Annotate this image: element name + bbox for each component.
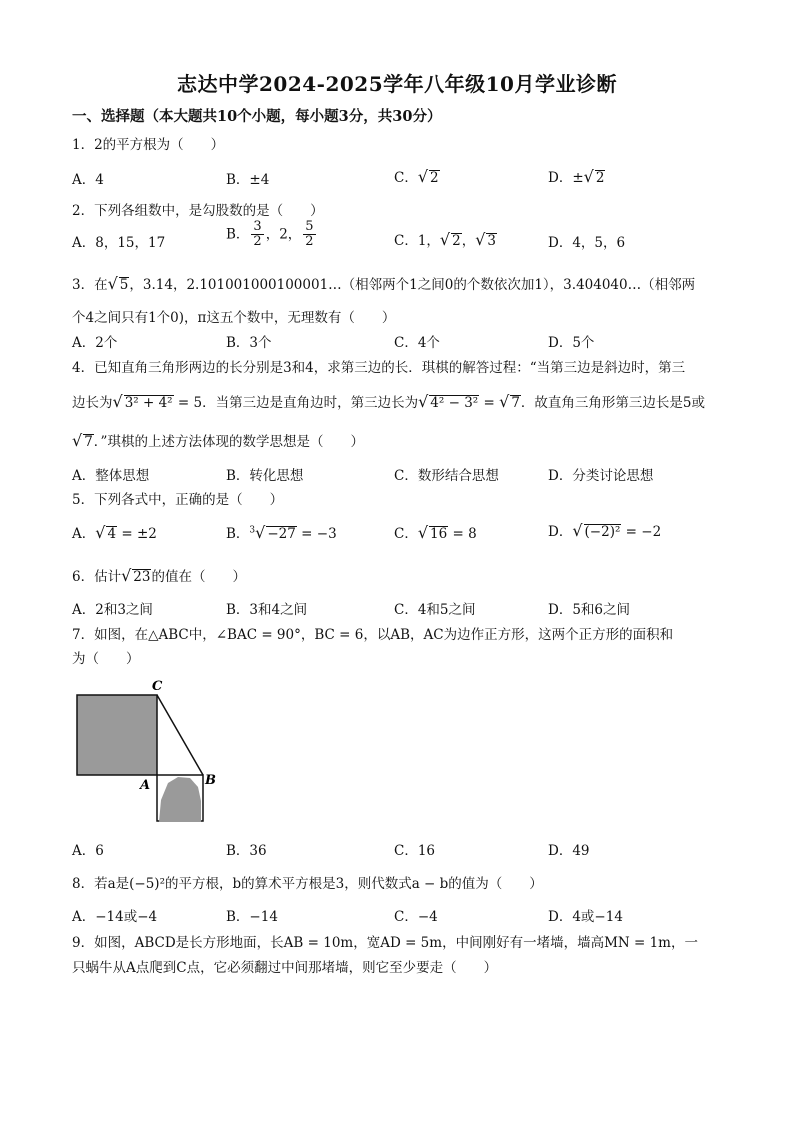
q1-option-c: C．√ 2	[394, 167, 439, 186]
question-4-line-2: 边长为√ 3² + 4² = 5．当第三边是直角边时，第三边长为√ 4² − 3² = √ 7．故直角三角形第三边长是5或	[72, 392, 705, 411]
q4-option-d: D．分类讨论思想	[548, 468, 654, 484]
q5-option-c: C．√ 16 = 8	[394, 523, 477, 542]
label-a: A	[140, 778, 151, 793]
q7-option-a: A．6	[72, 843, 104, 859]
question-5-stem: 5．下列各式中，正确的是（ ）	[72, 492, 284, 508]
q5-option-a: A．√ 4 = ±2	[72, 523, 157, 542]
q5-option-d: D．√ (−2)² = −2	[548, 521, 662, 540]
q3-option-a: A．2个	[72, 335, 118, 351]
q2-option-d: D．4，5，6	[548, 235, 626, 251]
q5-option-b: B．$^3$√ −27 = −3	[226, 523, 337, 542]
question-9-line-2: 只蜗牛从A点爬到C点，它必须翻过中间那堵墙，则它至少要走（ ）	[72, 960, 498, 976]
hypotenuse-bc	[157, 695, 203, 775]
question-7-line-1: 7．如图，在△ABC中，∠BAC = 90°，BC = 6，以AB，AC为边作正方形，这两个正方形的面积和	[72, 627, 674, 643]
q1-option-d: D．±√ 2	[548, 167, 605, 186]
q8-option-b: B．−14	[226, 909, 278, 925]
question-3-line-1: 3．在√ 5，3.14，2.101001000100001…（相邻两个1之间0的个数依次加1），3.404040…（相邻两	[72, 274, 696, 293]
question-7-line-2: 为（ ）	[72, 651, 140, 667]
q8-option-c: C．−4	[394, 909, 438, 925]
page-title: 志达中学2024-2025学年八年级10月学业诊断	[177, 72, 617, 96]
q4-option-a: A．整体思想	[72, 468, 150, 484]
q2-option-b: B． $\frac{3}{2}$ ，2， $\frac{5}{2}$	[226, 219, 314, 250]
question-1-stem: 1．2的平方根为（ ）	[72, 137, 225, 153]
q7-option-b: B．36	[226, 843, 267, 859]
q4-option-b: B．转化思想	[226, 468, 304, 484]
q3-option-b: B．3个	[226, 335, 272, 351]
q7-figure	[60, 675, 230, 830]
q2-option-a: A．8，15，17	[72, 235, 166, 251]
square-on-ac	[77, 695, 157, 775]
section-heading: 一、选择题（本大题共10个小题，每小题3分，共30分）	[72, 108, 442, 125]
question-4-line-3: √ 7．”琪棋的上述方法体现的数学思想是（ ）	[72, 431, 364, 450]
q6-option-d: D．5和6之间	[548, 602, 631, 618]
q8-option-a: A．−14或−4	[72, 909, 158, 925]
q6-option-a: A．2和3之间	[72, 602, 153, 618]
label-b: B	[205, 773, 216, 788]
q6-option-c: C．4和5之间	[394, 602, 476, 618]
q2-option-c: C．1，√ 2，√ 3	[394, 230, 497, 249]
q3-option-d: D．5个	[548, 335, 595, 351]
question-6-stem: 6．估计√ 23的值在（ ）	[72, 566, 246, 585]
q1-option-a: A．4	[72, 172, 104, 188]
q7-option-c: C．16	[394, 843, 436, 859]
q4-option-c: C．数形结合思想	[394, 468, 499, 484]
question-4-line-1: 4．已知直角三角形两边的长分别是3和4，求第三边的长．琪棋的解答过程：“当第三边是斜边时，第三	[72, 360, 686, 376]
q6-option-b: B．3和4之间	[226, 602, 308, 618]
q3-option-c: C．4个	[394, 335, 440, 351]
question-2-stem: 2．下列各组数中，是勾股数的是（ ）	[72, 203, 324, 219]
q7-option-d: D．49	[548, 843, 590, 859]
question-8-stem: 8．若a是(−5)²的平方根，b的算术平方根是3，则代数式a − b的值为（ ）	[72, 876, 543, 892]
q8-option-d: D．4或−14	[548, 909, 623, 925]
q1-option-b: B．±4	[226, 172, 270, 188]
question-9-line-1: 9．如图，ABCD是长方形地面，长AB = 10m，宽AD = 5m，中间刚好有一堵墙，墙高MN = 1m，一	[72, 935, 698, 951]
label-c: C	[152, 679, 163, 694]
question-3-line-2: 个4之间只有1个0)，π这五个数中，无理数有（ ）	[72, 310, 396, 326]
